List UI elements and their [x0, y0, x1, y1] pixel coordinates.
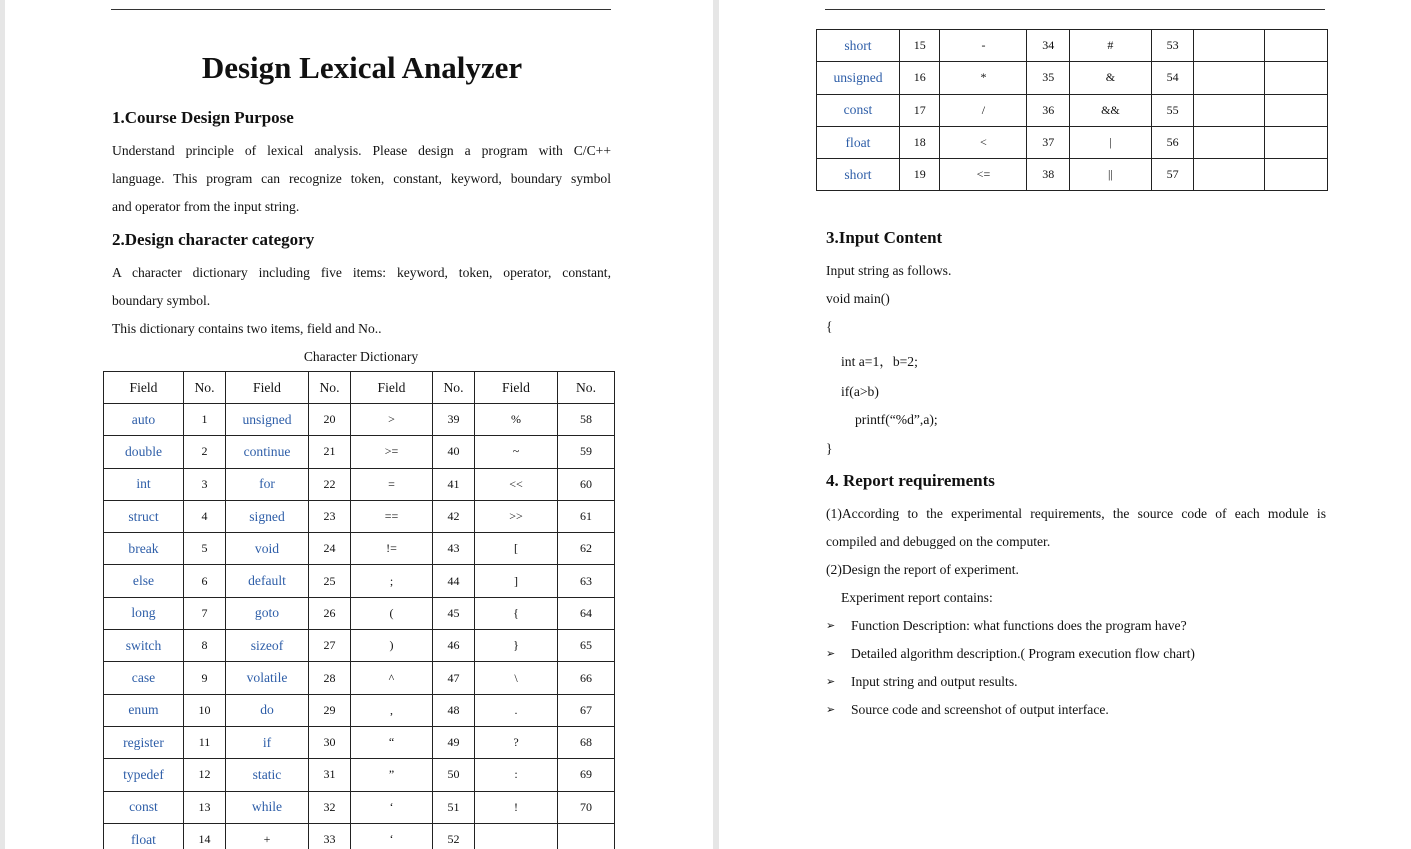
- field-cell: if: [226, 726, 309, 758]
- character-dictionary-table-continued: [816, 29, 1328, 191]
- number-cell: 17: [899, 94, 939, 126]
- field-cell: short: [817, 159, 900, 191]
- field-cell: +: [226, 823, 309, 849]
- field-cell: register: [104, 726, 184, 758]
- field-cell: [1194, 94, 1265, 126]
- field-cell: break: [104, 533, 184, 565]
- field-cell: /: [940, 94, 1027, 126]
- field-cell: >: [351, 404, 433, 436]
- section-heading-report: 4. Report requirements: [826, 471, 995, 490]
- number-cell: 22: [309, 468, 351, 500]
- field-cell: default: [226, 565, 309, 597]
- number-cell: 40: [433, 436, 475, 468]
- header-cell: Field: [104, 372, 184, 404]
- header-cell: Field: [475, 372, 558, 404]
- category-line-1: A character dictionary including five items: keyword, token, operator, constant,: [112, 265, 611, 280]
- input-line-6: printf(“%d”,a);: [855, 412, 938, 427]
- number-cell: 61: [558, 500, 615, 532]
- number-cell: 7: [184, 597, 226, 629]
- table-row: [104, 726, 615, 758]
- number-cell: 67: [558, 694, 615, 726]
- number-cell: 43: [433, 533, 475, 565]
- field-cell: signed: [226, 500, 309, 532]
- number-cell: 58: [558, 404, 615, 436]
- header-cell: No.: [433, 372, 475, 404]
- number-cell: 6: [184, 565, 226, 597]
- purpose-line-3: and operator from the input string.: [112, 199, 300, 214]
- bullet-text: Function Description: what functions does the program have?: [851, 618, 1187, 633]
- number-cell: 44: [433, 565, 475, 597]
- field-cell: while: [226, 791, 309, 823]
- table-row: [817, 94, 1328, 126]
- purpose-line-2: language. This program can recognize token, constant, keyword, boundary symbol: [112, 171, 611, 186]
- field-cell: typedef: [104, 759, 184, 791]
- number-cell: 60: [558, 468, 615, 500]
- field-cell: sizeof: [226, 630, 309, 662]
- number-cell: 34: [1027, 30, 1069, 62]
- table-row: [104, 565, 615, 597]
- field-cell: |: [1069, 126, 1151, 158]
- arrow-bullet-icon: ➢: [826, 620, 836, 632]
- number-cell: 50: [433, 759, 475, 791]
- number-cell: 31: [309, 759, 351, 791]
- bullet-text: Input string and output results.: [851, 674, 1018, 689]
- number-cell: 9: [184, 662, 226, 694]
- report-line-4: Experiment report contains:: [841, 590, 993, 605]
- field-cell: <: [940, 126, 1027, 158]
- number-cell: [1265, 62, 1328, 94]
- field-cell: >=: [351, 436, 433, 468]
- table-row: [104, 404, 615, 436]
- table-row: [104, 597, 615, 629]
- field-cell: unsigned: [226, 404, 309, 436]
- table-caption: Character Dictionary: [303, 349, 419, 364]
- number-cell: 13: [184, 791, 226, 823]
- field-cell: ~: [475, 436, 558, 468]
- number-cell: [1265, 126, 1328, 158]
- number-cell: 2: [184, 436, 226, 468]
- input-line-1: Input string as follows.: [826, 263, 952, 278]
- field-cell: goto: [226, 597, 309, 629]
- field-cell: {: [475, 597, 558, 629]
- number-cell: 38: [1027, 159, 1069, 191]
- table-row: [817, 30, 1328, 62]
- field-cell: struct: [104, 500, 184, 532]
- field-cell: case: [104, 662, 184, 694]
- field-cell: “: [351, 726, 433, 758]
- number-cell: 29: [309, 694, 351, 726]
- number-cell: 28: [309, 662, 351, 694]
- field-cell: ‘: [351, 823, 433, 849]
- header-cell: No.: [184, 372, 226, 404]
- report-line-1: (1)According to the experimental requirements, the source code of each module is: [826, 506, 1326, 521]
- field-cell: [: [475, 533, 558, 565]
- number-cell: 47: [433, 662, 475, 694]
- bullet-item: [826, 646, 1306, 662]
- field-cell: :: [475, 759, 558, 791]
- table-row: [104, 500, 615, 532]
- input-line-5: if(a>b): [841, 384, 879, 399]
- field-cell: [1194, 159, 1265, 191]
- number-cell: 46: [433, 630, 475, 662]
- document-page-left: [5, 0, 713, 849]
- number-cell: 20: [309, 404, 351, 436]
- purpose-line-1: Understand principle of lexical analysis. Please design a program with C/C++: [112, 143, 611, 158]
- category-line-3: This dictionary contains two items, field and No..: [112, 321, 382, 336]
- field-cell: \: [475, 662, 558, 694]
- input-line-3: {: [826, 319, 833, 334]
- input-line-4: int a=1，b=2;: [841, 354, 918, 369]
- field-cell: unsigned: [817, 62, 900, 94]
- field-cell: float: [104, 823, 184, 849]
- number-cell: 36: [1027, 94, 1069, 126]
- number-cell: 16: [899, 62, 939, 94]
- header-cell: Field: [226, 372, 309, 404]
- number-cell: 21: [309, 436, 351, 468]
- field-cell: const: [817, 94, 900, 126]
- number-cell: 15: [899, 30, 939, 62]
- field-cell: do: [226, 694, 309, 726]
- field-cell: -: [940, 30, 1027, 62]
- report-line-2: compiled and debugged on the computer.: [826, 534, 1051, 549]
- document-title: Design Lexical Analyzer: [201, 50, 523, 85]
- field-cell: ‘: [351, 791, 433, 823]
- field-cell: [475, 823, 558, 849]
- field-cell: switch: [104, 630, 184, 662]
- number-cell: 64: [558, 597, 615, 629]
- section-heading-purpose: 1.Course Design Purpose: [112, 108, 294, 127]
- field-cell: &: [1069, 62, 1151, 94]
- field-cell: ”: [351, 759, 433, 791]
- field-cell: <=: [940, 159, 1027, 191]
- field-cell: short: [817, 30, 900, 62]
- field-cell: ]: [475, 565, 558, 597]
- table-row: [104, 694, 615, 726]
- number-cell: 49: [433, 726, 475, 758]
- document-page-right: [719, 0, 1411, 849]
- table-row: [817, 159, 1328, 191]
- field-cell: .: [475, 694, 558, 726]
- number-cell: 39: [433, 404, 475, 436]
- number-cell: 69: [558, 759, 615, 791]
- field-cell: =: [351, 468, 433, 500]
- number-cell: 54: [1151, 62, 1193, 94]
- number-cell: 24: [309, 533, 351, 565]
- number-cell: 45: [433, 597, 475, 629]
- bullet-item: [826, 674, 1306, 690]
- number-cell: 41: [433, 468, 475, 500]
- field-cell: ): [351, 630, 433, 662]
- arrow-bullet-icon: ➢: [826, 648, 836, 660]
- table-row: [104, 759, 615, 791]
- field-cell: const: [104, 791, 184, 823]
- number-cell: 27: [309, 630, 351, 662]
- table-row: [104, 791, 615, 823]
- bullet-text: Detailed algorithm description.( Program execution flow chart): [851, 646, 1195, 661]
- field-cell: >>: [475, 500, 558, 532]
- number-cell: 51: [433, 791, 475, 823]
- field-cell: &&: [1069, 94, 1151, 126]
- number-cell: 5: [184, 533, 226, 565]
- field-cell: ^: [351, 662, 433, 694]
- field-cell: ?: [475, 726, 558, 758]
- field-cell: void: [226, 533, 309, 565]
- character-dictionary-table: [103, 371, 615, 849]
- number-cell: 32: [309, 791, 351, 823]
- table-header-row: [104, 372, 615, 404]
- field-cell: !: [475, 791, 558, 823]
- number-cell: 8: [184, 630, 226, 662]
- number-cell: 14: [184, 823, 226, 849]
- field-cell: <<: [475, 468, 558, 500]
- number-cell: 19: [899, 159, 939, 191]
- field-cell: double: [104, 436, 184, 468]
- header-cell: No.: [309, 372, 351, 404]
- table-row: [104, 823, 615, 849]
- field-cell: continue: [226, 436, 309, 468]
- number-cell: 10: [184, 694, 226, 726]
- number-cell: 12: [184, 759, 226, 791]
- field-cell: }: [475, 630, 558, 662]
- arrow-bullet-icon: ➢: [826, 676, 836, 688]
- field-cell: for: [226, 468, 309, 500]
- field-cell: [1194, 62, 1265, 94]
- field-cell: ;: [351, 565, 433, 597]
- number-cell: 30: [309, 726, 351, 758]
- field-cell: !=: [351, 533, 433, 565]
- field-cell: [1194, 30, 1265, 62]
- category-line-2: boundary symbol.: [112, 293, 211, 308]
- number-cell: [1265, 30, 1328, 62]
- number-cell: 63: [558, 565, 615, 597]
- number-cell: 33: [309, 823, 351, 849]
- table-row: [104, 436, 615, 468]
- number-cell: 42: [433, 500, 475, 532]
- number-cell: 55: [1151, 94, 1193, 126]
- number-cell: [1265, 94, 1328, 126]
- field-cell: *: [940, 62, 1027, 94]
- number-cell: 70: [558, 791, 615, 823]
- number-cell: 59: [558, 436, 615, 468]
- table-row: [104, 468, 615, 500]
- field-cell: #: [1069, 30, 1151, 62]
- table-row: [817, 62, 1328, 94]
- header-cell: No.: [558, 372, 615, 404]
- field-cell: auto: [104, 404, 184, 436]
- number-cell: 37: [1027, 126, 1069, 158]
- number-cell: 68: [558, 726, 615, 758]
- field-cell: (: [351, 597, 433, 629]
- number-cell: 52: [433, 823, 475, 849]
- number-cell: 53: [1151, 30, 1193, 62]
- bullet-item: [826, 618, 1306, 634]
- table-row: [104, 630, 615, 662]
- field-cell: enum: [104, 694, 184, 726]
- number-cell: 35: [1027, 62, 1069, 94]
- field-cell: volatile: [226, 662, 309, 694]
- number-cell: 25: [309, 565, 351, 597]
- number-cell: 1: [184, 404, 226, 436]
- number-cell: 57: [1151, 159, 1193, 191]
- number-cell: 48: [433, 694, 475, 726]
- input-line-7: }: [826, 441, 833, 456]
- number-cell: [558, 823, 615, 849]
- field-cell: int: [104, 468, 184, 500]
- number-cell: 56: [1151, 126, 1193, 158]
- field-cell: float: [817, 126, 900, 158]
- arrow-bullet-icon: ➢: [826, 704, 836, 716]
- field-cell: ,: [351, 694, 433, 726]
- number-cell: 62: [558, 533, 615, 565]
- field-cell: long: [104, 597, 184, 629]
- table-row: [817, 126, 1328, 158]
- page-header-rule: [111, 9, 611, 10]
- number-cell: 23: [309, 500, 351, 532]
- header-cell: Field: [351, 372, 433, 404]
- number-cell: 26: [309, 597, 351, 629]
- table-row: [104, 533, 615, 565]
- input-line-2: void main(): [826, 291, 890, 306]
- number-cell: 3: [184, 468, 226, 500]
- number-cell: 66: [558, 662, 615, 694]
- field-cell: %: [475, 404, 558, 436]
- bullet-item: [826, 702, 1306, 718]
- field-cell: else: [104, 565, 184, 597]
- field-cell: [1194, 126, 1265, 158]
- table-row: [104, 662, 615, 694]
- number-cell: 18: [899, 126, 939, 158]
- section-heading-input: 3.Input Content: [826, 228, 943, 247]
- report-line-3: (2)Design the report of experiment.: [826, 562, 1019, 577]
- number-cell: 4: [184, 500, 226, 532]
- number-cell: 65: [558, 630, 615, 662]
- page-header-rule: [825, 9, 1325, 10]
- bullet-text: Source code and screenshot of output interface.: [851, 702, 1109, 717]
- field-cell: ||: [1069, 159, 1151, 191]
- field-cell: static: [226, 759, 309, 791]
- number-cell: 11: [184, 726, 226, 758]
- section-heading-category: 2.Design character category: [112, 230, 315, 249]
- number-cell: [1265, 159, 1328, 191]
- field-cell: ==: [351, 500, 433, 532]
